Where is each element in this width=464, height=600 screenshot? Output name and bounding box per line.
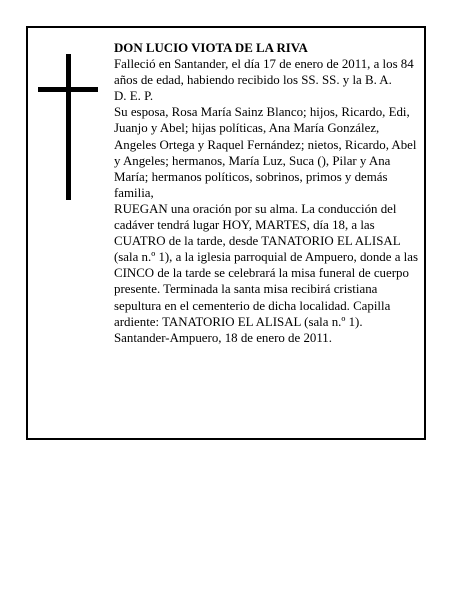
- rip-abbreviation: D. E. P.: [114, 89, 154, 104]
- family-list: Su esposa, Rosa María Sainz Blanco; hijos, Ricardo, Edi, Juanjo y Abel; hijas políticas, Ana María González, Angeles Ortega y Raquel Fernández; nietos, Ricardo, Abel y Angeles; hermanos, María Luz, Suca (), Pilar y Ana María; hermanos políticos, sobrinos, primos y demás familia,: [114, 105, 417, 200]
- death-info: Falleció en Santander, el día 17 de enero de 2011, a los 84 años de edad, habiendo recibido los SS. SS. y la B. A.: [114, 57, 414, 88]
- cross-horizontal-bar: [38, 87, 98, 92]
- cross-vertical-bar: [66, 54, 71, 200]
- obituary-notice-frame: [26, 26, 426, 440]
- obituary-text: [114, 40, 418, 346]
- place-date: Santander-Ampuero, 18 de enero de 2011.: [114, 330, 332, 345]
- funeral-request: RUEGAN una oración por su alma. La conducción del cadáver tendrá lugar HOY, MARTES, día 18, a las CUATRO de la tarde, desde TANATORIO EL ALISAL (sala n.º 1), a la iglesia parroquial de Ampuero, donde a las CINCO de la tarde se celebrará la misa funeral de cuerpo presente. Terminada la santa misa recibirá cristiana sepultura en el cementerio de dicha localidad. Capilla ardiente: TANATORIO EL ALISAL (sala n.º 1).: [114, 201, 418, 329]
- cross-icon: [38, 54, 98, 200]
- deceased-name: DON LUCIO VIOTA DE LA RIVA: [114, 41, 308, 55]
